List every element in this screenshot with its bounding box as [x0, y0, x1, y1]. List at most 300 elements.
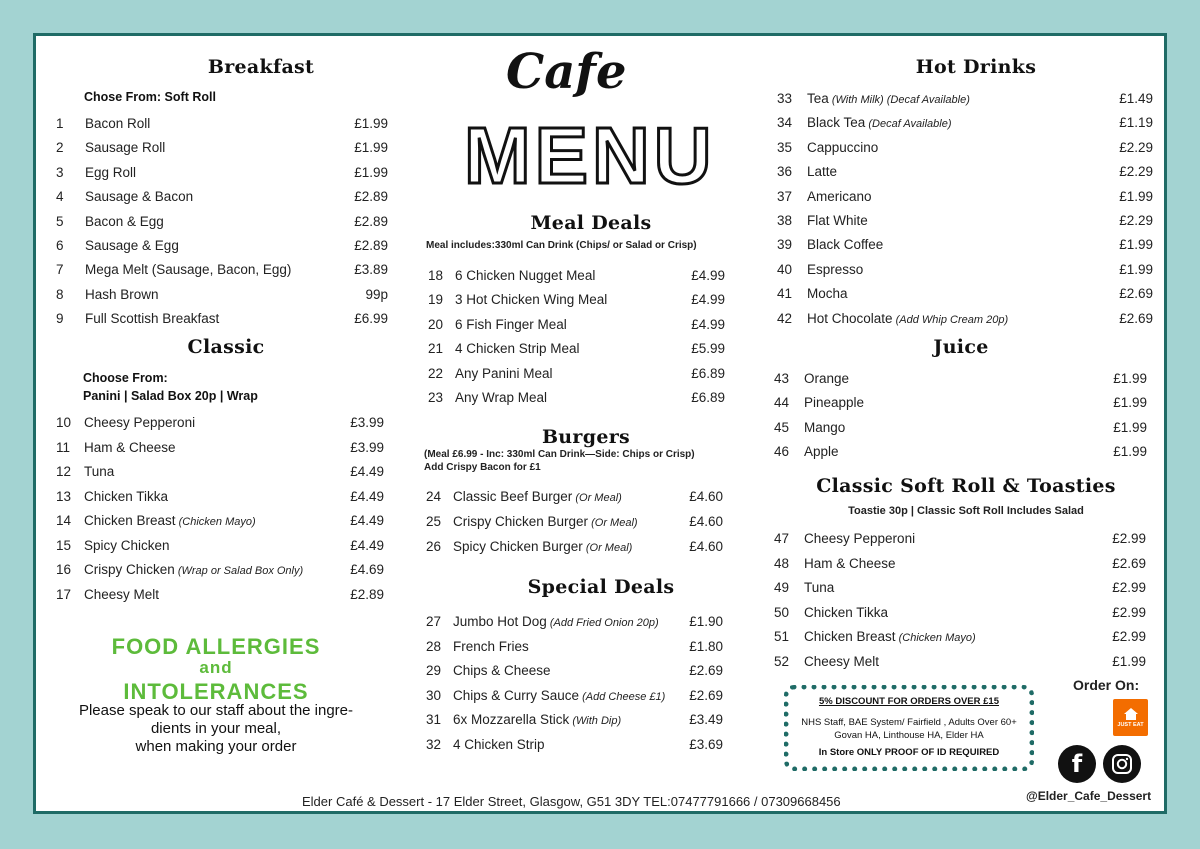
item-price: £6.89 [691, 365, 725, 381]
allergy-text-3: when making your order [135, 738, 297, 755]
item-number: 4 [56, 189, 64, 205]
social-handle: @Elder_Cafe_Dessert [1026, 789, 1152, 803]
item-name [84, 488, 168, 506]
item-name [453, 711, 621, 730]
item-name-text: Crispy Chicken Burger [453, 513, 589, 529]
item-name-text: Latte [807, 164, 838, 180]
item-price: £4.49 [350, 488, 384, 504]
item-number: 13 [56, 488, 72, 504]
menu-item-row [777, 90, 1153, 108]
item-name [85, 188, 193, 206]
menu-item-row [426, 711, 723, 729]
item-name-text: Espresso [807, 261, 864, 277]
item-price: £3.89 [354, 262, 388, 278]
item-price: £2.89 [354, 189, 388, 205]
item-name [804, 628, 976, 647]
item-number: 28 [426, 638, 442, 654]
item-name [84, 463, 114, 481]
item-price: £4.60 [689, 489, 723, 504]
item-name-text: Chips & Curry Sauce [453, 687, 580, 703]
item-number: 6 [56, 238, 64, 253]
item-name [807, 285, 848, 303]
item-name [804, 555, 896, 573]
item-price: £4.99 [691, 268, 725, 283]
item-price: £2.69 [1119, 286, 1153, 302]
item-price: £4.49 [350, 464, 384, 479]
menu-item-row [428, 365, 725, 383]
item-number: 52 [774, 653, 790, 669]
menu-item-row [774, 394, 1147, 412]
item-name-text: Sausage & Egg [85, 238, 179, 253]
item-price: £2.89 [350, 586, 384, 602]
item-name [804, 653, 879, 671]
item-price: £2.29 [1119, 139, 1153, 155]
item-name [85, 261, 291, 279]
item-number: 18 [428, 268, 444, 283]
item-number: 20 [428, 316, 444, 332]
item-name [807, 212, 868, 230]
item-number: 41 [777, 286, 793, 302]
menu-item-row [426, 538, 723, 556]
item-price: £5.99 [691, 341, 725, 357]
item-name [455, 267, 595, 285]
item-number: 17 [56, 586, 72, 602]
item-name-text: Chicken Breast [804, 629, 896, 644]
menu-item-row [56, 561, 384, 579]
item-price: £2.29 [1119, 164, 1153, 180]
item-price: £1.99 [354, 140, 388, 156]
item-price: £2.99 [1112, 629, 1146, 644]
item-number: 8 [56, 286, 64, 302]
item-name [804, 443, 839, 461]
item-price: £2.99 [1112, 531, 1146, 546]
menu-item-row [56, 586, 384, 604]
menu-item-row [426, 513, 723, 531]
item-name-text: Crispy Chicken [84, 562, 175, 577]
facebook-icon: f [1071, 750, 1083, 778]
item-number: 23 [428, 390, 444, 405]
item-name-text: Cappuccino [807, 139, 879, 155]
discount-title: 5% DISCOUNT FOR ORDERS OVER £15 [818, 696, 999, 707]
item-name [807, 90, 970, 109]
item-name-text: Americano [807, 188, 872, 204]
item-price: 99p [365, 286, 388, 302]
item-price: £2.99 [1112, 604, 1146, 620]
item-name-text: French Fries [453, 638, 529, 654]
item-note: (Wrap or Salad Box Only) [174, 565, 304, 577]
item-name-text: 6x Mozzarella Stick [453, 712, 570, 727]
item-note: (Or Meal) [582, 541, 633, 554]
juice-heading: Juice [933, 336, 989, 358]
item-name [453, 687, 665, 706]
item-price: £6.99 [354, 311, 388, 327]
item-price: £4.99 [691, 292, 725, 308]
classic-choose-line1: Choose From: [83, 371, 168, 385]
item-name [455, 291, 607, 309]
item-name-text: Hot Chocolate [807, 310, 893, 326]
item-number: 27 [426, 614, 442, 629]
menu-item-row [777, 236, 1153, 254]
item-name-text: Cheesy Pepperoni [804, 531, 916, 546]
item-number: 26 [426, 538, 442, 554]
menu-item-row [56, 188, 388, 206]
menu-item-row [774, 530, 1146, 548]
menu-item-row [426, 662, 723, 680]
item-price: £1.99 [1113, 419, 1147, 435]
item-price: £4.69 [350, 562, 384, 577]
item-name-text: Cheesy Pepperoni [84, 415, 196, 430]
item-name [804, 370, 849, 388]
menu-logo-word: MENU [464, 111, 716, 200]
item-name [804, 394, 864, 412]
item-name [804, 604, 888, 622]
menu-item-row [428, 340, 725, 358]
just-eat-label: JUST EAT [1117, 722, 1144, 728]
item-name [807, 114, 952, 133]
item-price: £6.89 [691, 390, 725, 405]
menu-item-row [56, 139, 388, 157]
item-name-text: Black Tea [807, 115, 866, 131]
menu-item-row [774, 555, 1146, 573]
item-number: 24 [426, 489, 442, 504]
item-number: 9 [56, 311, 64, 327]
item-name [455, 389, 547, 407]
classic-choose-line2: Panini | Salad Box 20p | Wrap [83, 389, 258, 403]
menu-sheet [33, 33, 1167, 814]
menu-item-row [774, 419, 1147, 437]
menu-item-row [428, 267, 725, 285]
discount-line-1: NHS Staff, BAE System/ Fairfield , Adults Over 60+ [801, 717, 1017, 728]
menu-item-row [777, 310, 1153, 328]
breakfast-heading: Breakfast [207, 56, 315, 78]
item-name [453, 513, 638, 532]
burgers-subtitle-2: Add Crispy Bacon for £1 [424, 462, 541, 473]
item-name [455, 365, 553, 383]
house-icon [1123, 707, 1139, 721]
item-number: 3 [56, 164, 64, 180]
allergy-text-1: Please speak to our staff about the ingre- [78, 702, 354, 719]
item-name [453, 736, 545, 754]
menu-item-row [777, 163, 1153, 181]
item-note: (Chicken Mayo) [895, 632, 976, 644]
item-price: £3.99 [350, 415, 384, 430]
item-note: (Or Meal) [588, 516, 638, 529]
item-number: 2 [56, 140, 64, 156]
item-name-text: Chicken Tikka [804, 604, 889, 620]
item-name-text: Mango [804, 419, 846, 435]
order-on-label: Order On: [1073, 677, 1140, 693]
menu-item-row [56, 310, 388, 328]
item-number: 46 [774, 443, 790, 459]
item-price: £1.49 [1119, 91, 1153, 106]
item-name [453, 638, 529, 656]
item-number: 49 [774, 580, 790, 595]
allergy-title-3: INTOLERANCES [123, 679, 309, 704]
item-price: £2.69 [689, 663, 723, 678]
item-number: 43 [774, 371, 790, 386]
item-price: £1.80 [689, 638, 723, 654]
item-price: £1.19 [1119, 115, 1153, 131]
item-number: 12 [56, 464, 72, 479]
menu-item-row [426, 687, 723, 705]
item-price: £4.60 [689, 538, 723, 554]
meal-deals-heading: Meal Deals [530, 212, 652, 234]
item-name-text: Mega Melt (Sausage, Bacon, Egg) [85, 262, 292, 278]
meal-deals-subtitle: Meal includes:330ml Can Drink (Chips/ or Salad or Crisp) [426, 240, 697, 251]
item-number: 15 [56, 537, 72, 553]
menu-item-row [56, 463, 384, 481]
item-name-text: Pineapple [804, 395, 865, 411]
item-number: 36 [777, 164, 793, 180]
item-price: £1.99 [1113, 443, 1147, 459]
discount-line-2: Govan HA, Linthouse HA, Elder HA [834, 730, 984, 741]
item-name [807, 261, 863, 279]
item-price: £1.99 [354, 164, 388, 180]
item-name [455, 340, 580, 358]
item-price: £2.89 [354, 238, 388, 253]
item-name [804, 579, 834, 597]
menu-item-row [56, 115, 388, 133]
item-number: 32 [426, 736, 442, 752]
item-number: 47 [774, 531, 790, 546]
item-name [453, 538, 632, 557]
item-note: (Add Cheese £1) [579, 690, 666, 703]
item-name-text: Sausage Roll [85, 140, 166, 156]
item-note: (With Dip) [569, 715, 622, 727]
cafe-logo-word: Cafe [506, 44, 627, 100]
item-number: 40 [777, 261, 793, 277]
menu-item-row [777, 188, 1153, 206]
item-number: 16 [56, 562, 72, 577]
item-price: £1.99 [1119, 237, 1153, 253]
item-name-text: Mocha [807, 286, 848, 302]
item-name-text: Jumbo Hot Dog [453, 614, 547, 629]
item-name-text: Tuna [804, 580, 835, 595]
item-number: 10 [56, 415, 72, 430]
menu-item-row [56, 164, 388, 182]
item-price: £2.29 [1119, 213, 1153, 228]
item-name [85, 213, 164, 231]
item-name [453, 488, 622, 507]
item-price: £3.49 [689, 712, 723, 727]
classic-heading: Classic [187, 336, 265, 358]
item-name-text: Cheesy Melt [84, 586, 160, 602]
item-name [85, 237, 179, 255]
item-price: £2.69 [1112, 555, 1146, 571]
menu-item-row [774, 604, 1146, 622]
discount-box [784, 685, 1034, 771]
item-note: (With Milk) (Decaf Available) [828, 94, 970, 106]
allergy-text-2: dients in your meal, [150, 720, 282, 737]
item-note: (Decaf Available) [865, 118, 952, 131]
instagram-button[interactable] [1103, 745, 1141, 783]
item-name [455, 316, 567, 334]
item-name [453, 613, 659, 632]
item-number: 30 [426, 687, 442, 703]
item-price: £2.99 [1112, 580, 1146, 595]
menu-item-row [774, 653, 1146, 671]
item-name-text: Tea [807, 91, 829, 106]
item-number: 44 [774, 395, 790, 411]
menu-item-row [777, 261, 1153, 279]
burgers-subtitle-1: (Meal £6.99 - Inc: 330ml Can Drink—Side: Chips or Crisp) [424, 449, 695, 460]
menu-item-row [56, 286, 388, 304]
footer-address: Elder Café & Dessert - 17 Elder Street, Glasgow, G51 3DY TEL:07477791666 / 07309668456 [302, 794, 841, 809]
item-price: £2.89 [354, 213, 388, 229]
item-name-text: Ham & Cheese [84, 439, 176, 455]
item-note: (Or Meal) [572, 492, 622, 504]
item-name-text: Black Coffee [807, 237, 884, 253]
menu-item-row [774, 628, 1146, 646]
item-number: 50 [774, 604, 790, 620]
menu-item-row [774, 579, 1146, 597]
item-price: £3.99 [350, 439, 384, 455]
item-price: £1.99 [354, 116, 388, 131]
menu-item-row [56, 512, 384, 530]
item-note: (Add Fried Onion 20p) [546, 617, 659, 629]
menu-item-row [426, 613, 723, 631]
item-name-text: Bacon Roll [85, 116, 151, 131]
item-name [85, 115, 150, 133]
toasties-heading: Classic Soft Roll & Toasties [816, 475, 1116, 497]
item-name [85, 286, 159, 304]
item-name-text: Ham & Cheese [804, 555, 896, 571]
item-price: £1.99 [1119, 188, 1153, 204]
menu-item-row [56, 537, 384, 555]
item-price: £1.90 [689, 614, 723, 629]
hot-drinks-heading: Hot Drinks [915, 56, 1037, 78]
breakfast-choose: Chose From: Soft Roll [84, 90, 216, 104]
menu-item-row [56, 237, 388, 255]
item-price: £4.60 [689, 513, 723, 529]
item-number: 21 [428, 341, 444, 357]
item-name-text: Any Panini Meal [455, 365, 553, 381]
discount-line-3: In Store ONLY PROOF OF ID REQUIRED [818, 747, 1000, 758]
menu-item-row [777, 139, 1153, 157]
menu-item-row [56, 488, 384, 506]
item-price: £4.99 [691, 316, 725, 332]
item-name [84, 512, 256, 531]
item-number: 37 [777, 188, 793, 204]
item-name [84, 586, 159, 604]
item-number: 1 [56, 116, 64, 131]
item-name [807, 139, 878, 157]
menu-item-row [428, 316, 725, 334]
item-note: (Chicken Mayo) [175, 516, 256, 528]
item-number: 5 [56, 213, 64, 229]
instagram-icon [1111, 753, 1133, 775]
item-number: 29 [426, 663, 442, 678]
item-name-text: Chicken Tikka [84, 488, 169, 504]
item-price: £1.99 [1113, 395, 1147, 411]
item-price: £2.69 [689, 687, 723, 703]
item-name [85, 139, 165, 157]
special-deals-heading: Special Deals [527, 576, 675, 598]
menu-item-row [426, 638, 723, 656]
menu-item-row [777, 212, 1153, 230]
item-number: 22 [428, 365, 444, 381]
item-name [84, 439, 176, 457]
item-price: £1.99 [1113, 371, 1147, 386]
item-name-text: 4 Chicken Strip [453, 736, 545, 752]
item-name-text: Cheesy Melt [804, 653, 880, 669]
item-number: 33 [777, 91, 793, 106]
item-name [807, 188, 872, 206]
item-name-text: Classic Beef Burger [453, 489, 573, 504]
item-name-text: Chicken Breast [84, 513, 176, 528]
menu-item-row [426, 488, 723, 506]
menu-item-row [56, 261, 388, 279]
just-eat-button[interactable] [1113, 699, 1148, 736]
item-number: 14 [56, 513, 72, 528]
item-number: 51 [774, 629, 790, 644]
item-number: 39 [777, 237, 793, 253]
item-name-text: Full Scottish Breakfast [85, 311, 220, 327]
item-number: 38 [777, 213, 793, 228]
item-name-text: Any Wrap Meal [455, 390, 548, 405]
item-name [85, 164, 136, 182]
item-number: 19 [428, 292, 444, 308]
menu-item-row [56, 213, 388, 231]
item-price: £2.69 [1119, 310, 1153, 326]
item-price: £3.69 [689, 736, 723, 752]
item-name-text: 3 Hot Chicken Wing Meal [455, 292, 608, 308]
item-number: 45 [774, 419, 790, 435]
item-name-text: Apple [804, 443, 839, 459]
menu-item-row [428, 291, 725, 309]
allergy-title-2: and [199, 658, 233, 677]
item-name [84, 414, 195, 432]
menu-item-row [426, 736, 723, 754]
item-price: £4.49 [350, 513, 384, 528]
item-name-text: Spicy Chicken Burger [453, 538, 583, 554]
item-name-text: Sausage & Bacon [85, 189, 194, 205]
item-name-text: Hash Brown [85, 286, 159, 302]
menu-item-row [777, 114, 1153, 132]
item-name-text: Chips & Cheese [453, 663, 551, 678]
item-number: 7 [56, 262, 64, 278]
facebook-button[interactable] [1058, 745, 1096, 783]
item-number: 11 [56, 439, 71, 455]
item-number: 25 [426, 513, 442, 529]
item-name [804, 419, 845, 437]
toasties-subtitle: Toastie 30p | Classic Soft Roll Includes Salad [848, 505, 1084, 517]
item-number: 48 [774, 555, 790, 571]
item-number: 34 [777, 115, 793, 131]
item-note: (Add Whip Cream 20p) [892, 313, 1009, 326]
item-name [807, 236, 883, 254]
allergy-title-1: FOOD ALLERGIES [111, 634, 321, 659]
item-name-text: Orange [804, 371, 850, 386]
item-price: £4.49 [350, 537, 384, 553]
item-name-text: Spicy Chicken [84, 537, 170, 553]
burgers-heading: Burgers [541, 426, 631, 448]
item-name-text: Egg Roll [85, 164, 137, 180]
item-name [804, 530, 915, 548]
item-number: 31 [426, 712, 442, 727]
item-name [84, 537, 170, 555]
item-name [807, 163, 837, 181]
item-name [807, 310, 1008, 329]
item-name-text: 6 Chicken Nugget Meal [455, 268, 596, 283]
item-name-text: Flat White [807, 213, 868, 228]
item-name-text: 4 Chicken Strip Meal [455, 341, 580, 357]
item-price: £1.99 [1112, 653, 1146, 669]
item-name-text: Bacon & Egg [85, 213, 164, 229]
menu-item-row [774, 370, 1147, 388]
item-name [85, 310, 219, 328]
menu-item-row [56, 439, 384, 457]
